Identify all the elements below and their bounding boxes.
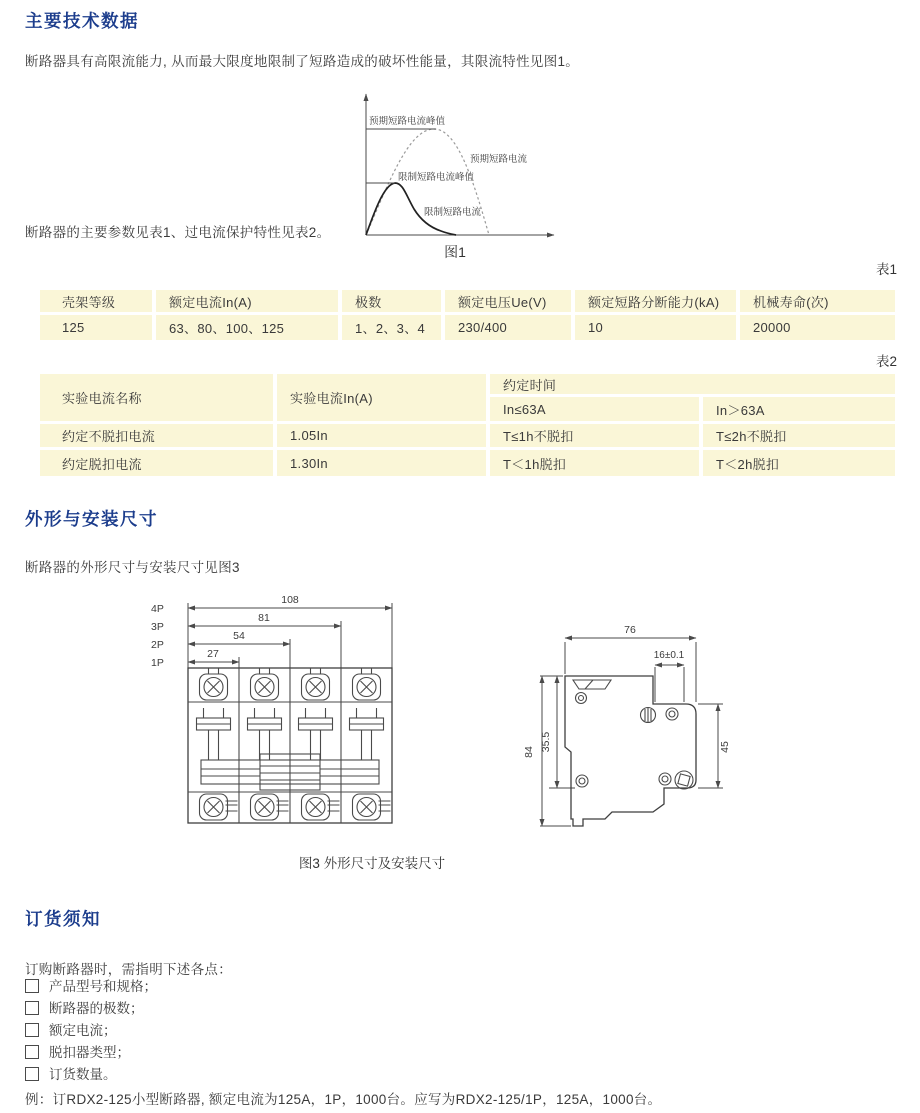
pole-label: 3P <box>151 621 164 633</box>
figure1-current-limit-chart <box>346 86 564 241</box>
side-body-outline <box>565 676 696 826</box>
front-dimension-lines <box>151 594 392 669</box>
bottom-terminal-screws <box>200 794 391 820</box>
section-title-outline: 外形与安装尺寸 <box>25 509 158 529</box>
dim-value: 16±0.1 <box>653 650 685 661</box>
section-title-ordering: 订货须知 <box>25 909 101 929</box>
table2-data-row <box>40 450 895 476</box>
pole-label: 2P <box>151 639 164 651</box>
list-item <box>25 976 157 998</box>
table2-cell: T＜2h脱扣 <box>703 450 895 476</box>
label-expected-peak: 预期短路电流峰值 <box>369 116 446 127</box>
checkbox-icon <box>25 1023 39 1037</box>
table1-header-cell: 额定电流In(A) <box>156 290 342 315</box>
table2-header-cell: 实验电流名称 <box>40 374 277 424</box>
screw-icon <box>302 794 340 820</box>
tech-intro-text: 断路器具有高限流能力, 从而最大限度地限制了短路造成的破坏性能量，其限流特性见图1。 <box>25 54 580 69</box>
din-clip-screw <box>641 708 656 723</box>
checkbox-icon <box>25 979 39 993</box>
table1-header-cell: 额定短路分断能力(kA) <box>575 290 740 315</box>
section-title-tech: 主要技术数据 <box>25 11 139 31</box>
screw-icon <box>200 668 228 700</box>
table1-data-row <box>40 315 895 340</box>
label-limited-peak: 限制短路电流峰值 <box>398 172 475 183</box>
figure3-caption: 图3 外形尺寸及安装尺寸 <box>298 856 446 871</box>
table2-header-cell: 实验电流In(A) <box>277 374 490 424</box>
list-item <box>25 1064 157 1086</box>
list-item <box>25 1042 157 1064</box>
table1-cell: 10 <box>575 315 740 340</box>
table2-cell: T≤1h不脱扣 <box>490 424 703 450</box>
dim-value: 35.5 <box>540 731 552 753</box>
table1-cell: 230/400 <box>445 315 575 340</box>
breaker-front-view-drawing <box>143 588 428 850</box>
label-expected: 预期短路电流 <box>470 154 528 165</box>
table1-header-cell: 额定电压Ue(V) <box>445 290 575 315</box>
table1-cell: 63、80、100、125 <box>156 315 342 340</box>
dim-value: 81 <box>258 612 270 624</box>
table1-header-row <box>40 290 895 315</box>
table1-header-cell: 壳架等级 <box>40 290 156 315</box>
table2-cell: 1.05In <box>277 424 490 450</box>
table2-cell: 约定不脱扣电流 <box>40 424 277 450</box>
list-item-label: 额定电流； <box>49 1023 117 1038</box>
list-item-label: 订货数量。 <box>49 1067 117 1082</box>
table2-subheader-cell: In＞63A <box>703 397 895 424</box>
pole-label: 4P <box>151 603 164 615</box>
table2-tripping-characteristics <box>40 374 895 476</box>
table2-subheader-cell: In≤63A <box>490 397 703 424</box>
table2-cell: T≤2h不脱扣 <box>703 424 895 450</box>
list-item <box>25 998 157 1020</box>
table1-cell: 20000 <box>740 315 895 340</box>
tech-params-note: 断路器的主要参数见表1、过电流保护特性见表2。 <box>25 225 331 240</box>
table1-header-cell: 极数 <box>342 290 445 315</box>
screw-icon <box>200 794 238 820</box>
list-item-label: 产品型号和规格； <box>49 979 157 994</box>
checkbox-icon <box>25 1001 39 1015</box>
ordering-example: 例：订RDX2-125小型断路器, 额定电流为125A，1P，1000台。应写为RDX2-125/1P，125A，1000台。 <box>25 1092 662 1107</box>
screw-icon <box>302 668 330 700</box>
side-dimension-lines <box>523 624 731 826</box>
table2-header-row <box>40 374 895 397</box>
list-item-label: 断路器的极数； <box>49 1001 144 1016</box>
checkbox-icon <box>25 1067 39 1081</box>
dim-value: 108 <box>281 594 299 606</box>
ordering-checklist <box>25 976 157 1086</box>
list-item <box>25 1020 157 1042</box>
dim-value: 54 <box>233 630 245 642</box>
checkbox-icon <box>25 1045 39 1059</box>
screw-icon <box>251 668 279 700</box>
screw-icon <box>353 794 391 820</box>
screw-icon <box>353 668 381 700</box>
ordering-intro: 订购断路器时，需指明下述各点： <box>25 962 232 977</box>
dim-value: 84 <box>523 746 535 758</box>
table2-data-row <box>40 424 895 450</box>
table1-cell: 1、2、3、4 <box>342 315 445 340</box>
table2-header-cell: 约定时间 <box>490 374 895 397</box>
table2-label: 表2 <box>875 354 897 369</box>
outline-note: 断路器的外形尺寸与安装尺寸见图3 <box>25 560 240 575</box>
dim-value: 27 <box>207 648 219 660</box>
table1-cell: 125 <box>40 315 156 340</box>
pole-label: 1P <box>151 657 164 669</box>
screw-icon <box>251 794 289 820</box>
table2-cell: 1.30In <box>277 450 490 476</box>
table1-header-cell: 机械寿命(次) <box>740 290 895 315</box>
table2-cell: T＜1h脱扣 <box>490 450 703 476</box>
table1-main-parameters <box>40 290 895 340</box>
label-limited: 限制短路电流 <box>424 207 482 218</box>
table1-label: 表1 <box>875 262 897 277</box>
figure1-caption: 图1 <box>444 244 466 260</box>
dim-value: 76 <box>624 624 636 636</box>
table2-cell: 约定脱扣电流 <box>40 450 277 476</box>
din-latch <box>675 771 693 789</box>
dim-value: 45 <box>719 741 731 753</box>
list-item-label: 脱扣器类型； <box>49 1045 130 1060</box>
breaker-side-view-drawing <box>515 592 750 850</box>
